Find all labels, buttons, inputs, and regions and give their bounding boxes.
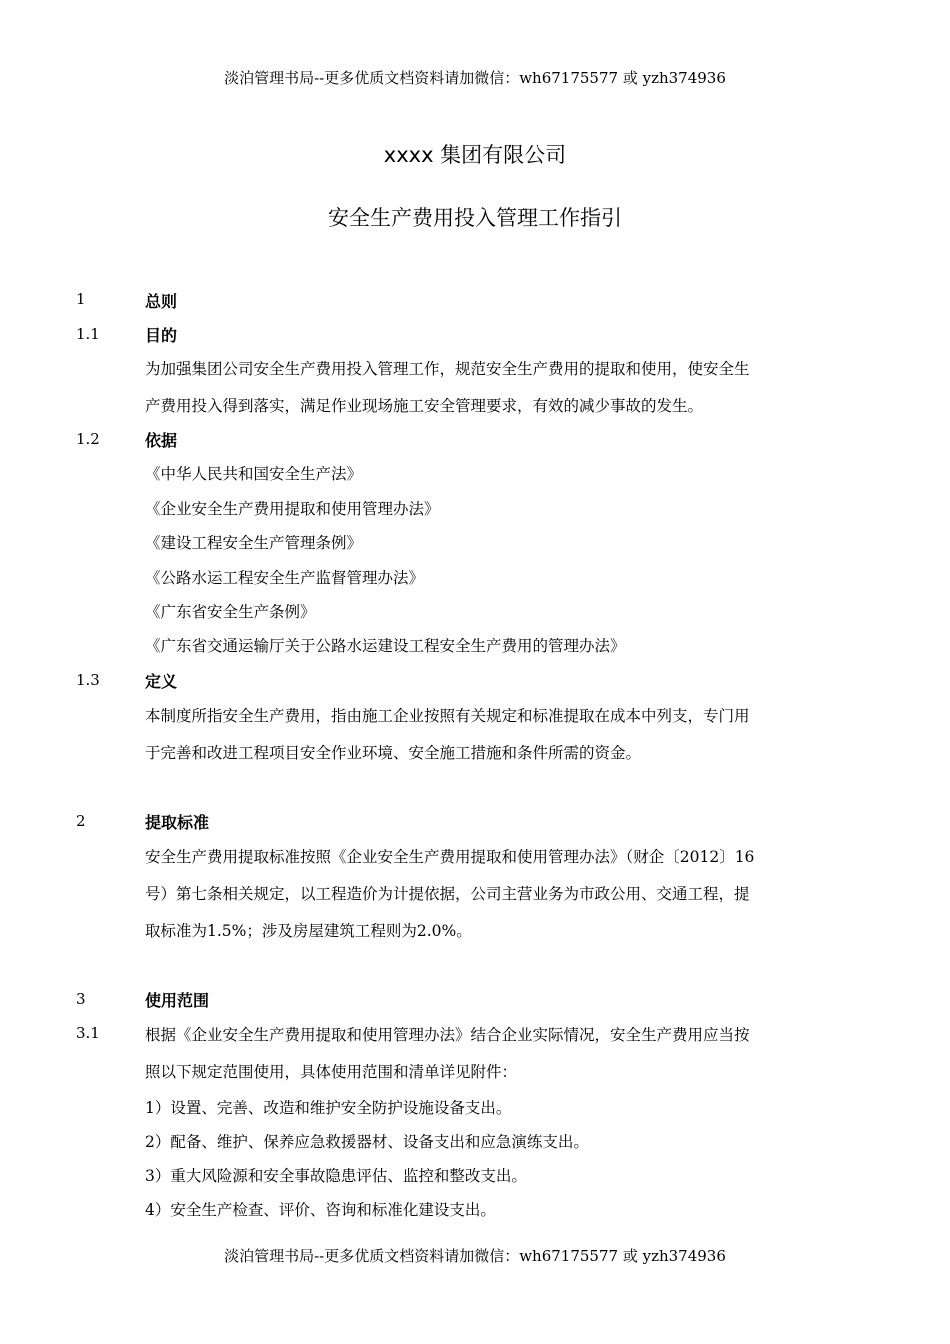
list-item: 《广东省交通运输厅关于公路水运建设工程安全生产费用的管理办法》: [145, 637, 626, 655]
document-title: 安全生产费用投入管理工作指引: [328, 206, 622, 230]
list-item: 《广东省安全生产条例》: [145, 603, 316, 621]
subsection-number: 1.1: [76, 325, 100, 343]
list-item: 4）安全生产检查、评价、咨询和标准化建设支出。: [145, 1201, 496, 1219]
section-number: 2: [76, 812, 86, 830]
list-item: 2）配备、维护、保养应急救援器材、设备支出和应急演练支出。: [145, 1133, 589, 1151]
paragraph-line: 于完善和改进工程项目安全作业环境、安全施工措施和条件所需的资金。: [145, 744, 642, 762]
subsection-number: 1.2: [76, 430, 100, 448]
paragraph-line: 照以下规定范围使用，具体使用范围和清单详见附件：: [145, 1063, 518, 1081]
paragraph-line: 为加强集团公司安全生产费用投入管理工作，规范安全生产费用的提取和使用，使安全生: [145, 360, 750, 378]
subsection-number: 3.1: [76, 1024, 100, 1042]
paragraph-line: 安全生产费用提取标准按照《企业安全生产费用提取和使用管理办法》（财企〔2012〕16: [145, 848, 755, 866]
subsection-number: 1.3: [76, 671, 100, 689]
section-heading: 提取标准: [145, 813, 210, 832]
paragraph-line: 取标准为1.5%；涉及房屋建筑工程则为2.0%。: [145, 922, 472, 940]
section-number: 1: [76, 290, 86, 308]
list-item: 《公路水运工程安全生产监督管理办法》: [145, 569, 425, 587]
list-item: 《企业安全生产费用提取和使用管理办法》: [145, 500, 440, 518]
paragraph-line: 本制度所指安全生产费用，指由施工企业按照有关规定和标准提取在成本中列支，专门用: [145, 707, 750, 725]
subsection-heading: 目的: [145, 326, 178, 345]
section-number: 3: [76, 990, 86, 1008]
list-item: 《中华人民共和国安全生产法》: [145, 465, 363, 483]
paragraph-line: 根据《企业安全生产费用提取和使用管理办法》结合企业实际情况，安全生产费用应当按: [145, 1026, 750, 1044]
subsection-heading: 依据: [145, 431, 178, 450]
page-header: 淡泊管理书局--更多优质文档资料请加微信：wh67175577 或 yzh374936: [224, 69, 726, 87]
paragraph-line: 号）第七条相关规定，以工程造价为计提依据，公司主营业务为市政公用、交通工程，提: [145, 885, 750, 903]
list-item: 1）设置、完善、改造和维护安全防护设施设备支出。: [145, 1099, 512, 1117]
list-item: 《建设工程安全生产管理条例》: [145, 534, 363, 552]
company-title: xxxx 集团有限公司: [383, 143, 567, 167]
subsection-heading: 定义: [145, 672, 178, 691]
paragraph-line: 产费用投入得到落实，满足作业现场施工安全管理要求，有效的减少事故的发生。: [145, 397, 704, 415]
section-heading: 总则: [145, 292, 178, 311]
page-footer: 淡泊管理书局--更多优质文档资料请加微信：wh67175577 或 yzh374936: [224, 1247, 726, 1265]
list-item: 3）重大风险源和安全事故隐患评估、监控和整改支出。: [145, 1167, 527, 1185]
section-heading: 使用范围: [145, 991, 210, 1010]
